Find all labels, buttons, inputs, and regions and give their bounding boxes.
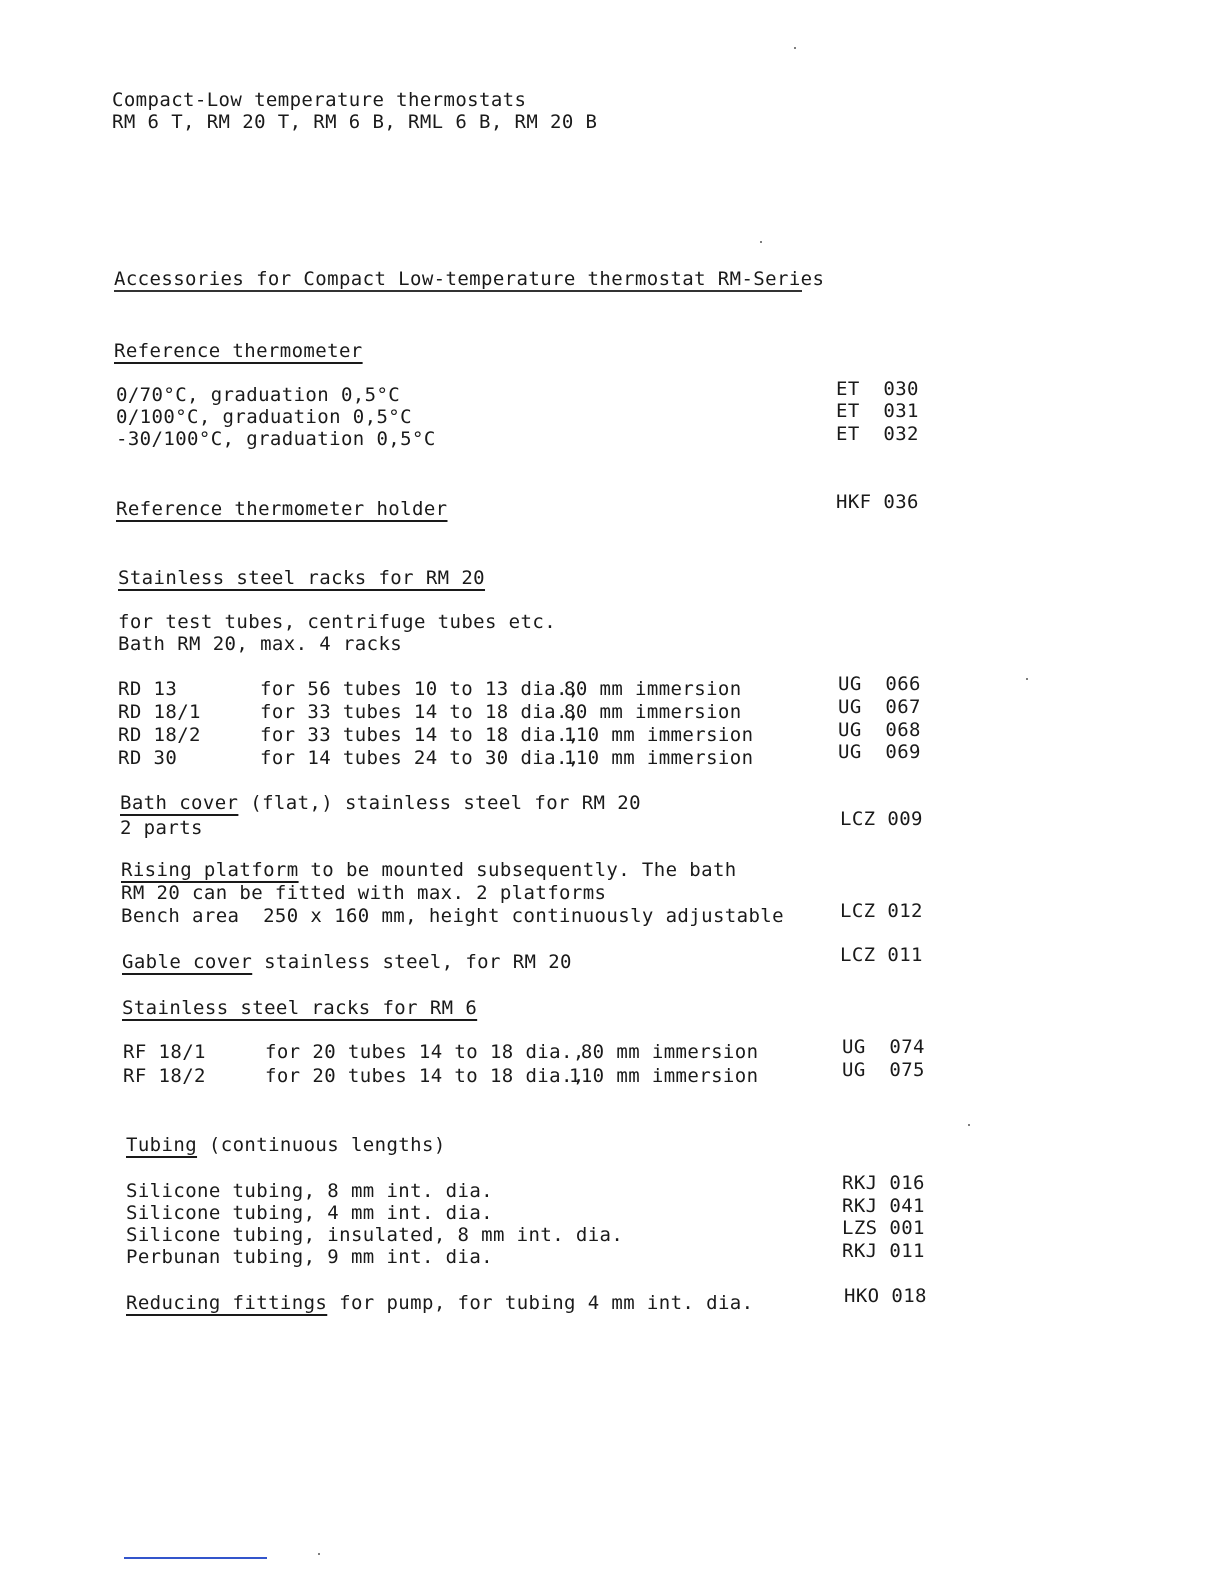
tubing-desc-4: Perbunan tubing, 9 mm int. dia.: [126, 1246, 494, 1268]
scan-speck: [1026, 678, 1028, 680]
rack-code: UG 067: [838, 696, 921, 718]
scan-speck: [318, 1553, 320, 1555]
scan-speck: [760, 241, 762, 243]
gable-cover-code: LCZ 011: [840, 944, 923, 966]
reference-thermometer-heading: Reference thermometer: [114, 340, 363, 362]
rack-immersion: 80 mm immersion: [569, 1041, 759, 1063]
scan-speck: [968, 1124, 970, 1126]
tubing-code-4: RKJ 011: [842, 1240, 925, 1262]
rack-code: UG 075: [842, 1059, 925, 1081]
racks-rm20-desc-1: for test tubes, centrifuge tubes etc.: [118, 611, 557, 633]
racks-rm6-heading: Stainless steel racks for RM 6: [122, 997, 478, 1019]
rack-tubes: for 14 tubes 24 to 30 dia.,: [260, 747, 580, 769]
tubing-desc-3: Silicone tubing, insulated, 8 mm int. dia.: [126, 1224, 624, 1246]
bath-cover-line-1: [120, 792, 641, 814]
table-row: [118, 724, 818, 746]
rack-tubes: for 20 tubes 14 to 18 dia.,: [265, 1041, 585, 1063]
title-underline: [114, 290, 802, 292]
rack-tubes: for 33 tubes 14 to 18 dia.,: [260, 724, 580, 746]
tubing-code-1: RKJ 016: [842, 1172, 925, 1194]
thermometer-code-2: ET 031: [836, 400, 919, 422]
thermometer-holder-heading: Reference thermometer holder: [116, 498, 448, 520]
rack-code: UG 069: [838, 741, 921, 763]
rack-tubes: for 33 tubes 14 to 18 dia.,: [260, 701, 580, 723]
rack-immersion: 80 mm immersion: [564, 701, 742, 723]
rising-platform-line-3: Bench area 250 x 160 mm, height continuously adjustable: [121, 905, 784, 927]
bath-cover-code: LCZ 009: [840, 808, 923, 830]
rising-platform-heading: Rising platform: [121, 859, 299, 881]
rising-platform-line-1: [121, 859, 737, 881]
thermometer-code-1: ET 030: [836, 378, 919, 400]
thermometer-desc-3: -30/100°C, graduation 0,5°C: [116, 428, 436, 450]
rack-model: RD 18/2: [118, 724, 201, 746]
tubing-desc-1: Silicone tubing, 8 mm int. dia.: [126, 1180, 494, 1202]
gable-cover-heading: Gable cover: [122, 951, 253, 973]
page-title: Accessories for Compact Low-temperature thermostat RM-Series: [114, 268, 825, 290]
table-row: [118, 747, 818, 769]
rising-platform-code: LCZ 012: [840, 900, 923, 922]
rack-model: RD 18/1: [118, 701, 201, 723]
bath-cover-line-2: 2 parts: [120, 817, 203, 839]
reducing-fittings-code: HKO 018: [844, 1285, 927, 1307]
rising-platform-rest: to be mounted subsequently. The bath: [298, 859, 737, 881]
reducing-fittings-line: [126, 1292, 753, 1314]
thermometer-code-3: ET 032: [836, 423, 919, 445]
tubing-desc-2: Silicone tubing, 4 mm int. dia.: [126, 1202, 494, 1224]
table-row: [123, 1065, 823, 1087]
reducing-fittings-rest: for pump, for tubing 4 mm int. dia.: [327, 1292, 754, 1314]
bath-cover-heading: Bath cover: [120, 792, 239, 814]
racks-rm20-heading: Stainless steel racks for RM 20: [118, 567, 486, 589]
rack-immersion: 110 mm immersion: [569, 1065, 759, 1087]
racks-rm20-desc-2: Bath RM 20, max. 4 racks: [118, 633, 403, 655]
footer-line: [124, 1557, 267, 1559]
tubing-code-3: LZS 001: [842, 1217, 925, 1239]
rack-code: UG 068: [838, 719, 921, 741]
rack-model: RF 18/2: [123, 1065, 206, 1087]
thermometer-holder-code: HKF 036: [836, 491, 919, 513]
rising-platform-line-2: RM 20 can be fitted with max. 2 platforms: [121, 882, 607, 904]
bath-cover-rest: (flat,) stainless steel for RM 20: [238, 792, 641, 814]
reducing-fittings-heading: Reducing fittings: [126, 1292, 328, 1314]
gable-cover-line: [122, 951, 572, 973]
tubing-code-2: RKJ 041: [842, 1195, 925, 1217]
doc-header-line-2: RM 6 T, RM 20 T, RM 6 B, RML 6 B, RM 20 B: [112, 111, 598, 133]
tubing-heading: Tubing: [126, 1134, 198, 1156]
rack-model: RD 30: [118, 747, 178, 769]
rack-model: RD 13: [118, 678, 178, 700]
thermometer-desc-2: 0/100°C, graduation 0,5°C: [116, 406, 412, 428]
thermometer-desc-1: 0/70°C, graduation 0,5°C: [116, 384, 401, 406]
scan-speck: [794, 47, 796, 49]
rack-immersion: 110 mm immersion: [564, 747, 754, 769]
tubing-rest: (continuous lengths): [197, 1134, 446, 1156]
table-row: [123, 1041, 823, 1063]
rack-tubes: for 56 tubes 10 to 13 dia.,: [260, 678, 580, 700]
rack-code: UG 074: [842, 1036, 925, 1058]
table-row: [118, 678, 818, 700]
rack-code: UG 066: [838, 673, 921, 695]
rack-immersion: 110 mm immersion: [564, 724, 754, 746]
rack-tubes: for 20 tubes 14 to 18 dia.,: [265, 1065, 585, 1087]
table-row: [118, 701, 818, 723]
tubing-line: [126, 1134, 446, 1156]
doc-header-line-1: Compact-Low temperature thermostats: [112, 89, 527, 111]
rack-model: RF 18/1: [123, 1041, 206, 1063]
rack-immersion: 80 mm immersion: [564, 678, 742, 700]
gable-cover-rest: stainless steel, for RM 20: [252, 951, 572, 973]
